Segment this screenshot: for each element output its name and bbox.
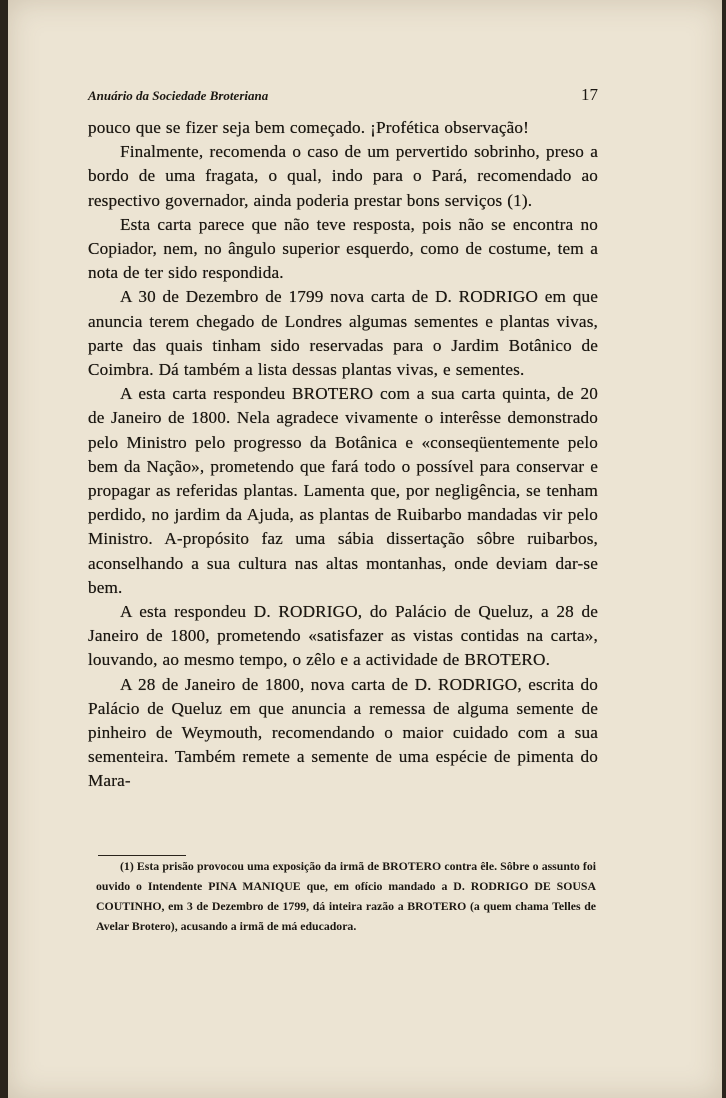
footnote-text: (1) Esta prisão provocou uma exposição da irmã de BROTERO contra êle. Sôbre o assunto foi ouvido o Intendente PINA MANIQUE que, em ofício mandado a D. RODRIGO DE SOUSA COUTINHO, em 3 de Dezembro de 1799, dá inteira razão a BROTERO (a quem chama Telles de Avelar Brotero), acusando a irmã de má educadora. xyxy=(96,859,596,933)
body-text xyxy=(88,116,598,794)
page-number: 17 xyxy=(581,85,598,104)
paragraph: A esta carta respondeu BROTERO com a sua carta quinta, de 20 de Janeiro de 1800. Nela agradece vivamente o interêsse demonstrado pelo Ministro pelo progresso da Botânica e «conseqüentemente pelo bem da Nação», prometendo que fará todo o possível para conservar e propagar as referidas plantas. Lamenta que, por negligência, se tenham perdido, no jardim da Ajuda, as plantas de Ruibarbo mandadas vir pelo Ministro. A-propósito faz uma sábia dissertação sôbre ruibarbos, aconselhando a sua cultura nas altas montanhas, onde deviam dar-se bem. xyxy=(88,384,598,597)
footnote xyxy=(96,856,596,936)
book-page xyxy=(8,0,722,1098)
running-title: Anuário da Sociedade Broteriana xyxy=(88,88,269,103)
paragraph: pouco que se fizer seja bem começado. ¡Profética observação! xyxy=(88,118,530,137)
paragraph: A 30 de Dezembro de 1799 nova carta de D. RODRIGO em que anuncia terem chegado de Londres algumas sementes e plantas vivas, parte das quais tinham sido reservadas para o Jardim Botânico de Coimbra. Dá também a lista dessas plantas vivas, e sementes. xyxy=(88,287,598,380)
paragraph: A esta respondeu D. RODRIGO, do Palácio de Queluz, a 28 de Janeiro de 1800, prometendo «satisfazer as vistas contidas na carta», louvando, ao mesmo tempo, o zêlo e a actividade de BROTERO. xyxy=(88,602,598,670)
paragraph: Finalmente, recomenda o caso de um pervertido sobrinho, preso a bordo de uma fragata, o qual, indo para o Pará, recomendado ao respectivo governador, ainda poderia prestar bons serviços (1). xyxy=(88,142,598,210)
running-header xyxy=(88,85,598,110)
paragraph: A 28 de Janeiro de 1800, nova carta de D. RODRIGO, escrita do Palácio de Queluz em que anuncia a remessa de alguma semente de pinheiro de Weymouth, recomendando o maior cuidado com a sua sementeira. Também remete a semente de uma espécie de pimenta do Mara- xyxy=(88,674,598,791)
paragraph: Esta carta parece que não teve resposta, pois não se encontra no Copiador, nem, no ângulo superior esquerdo, como de costume, tem a nota de ter sido respondida. xyxy=(88,214,598,283)
